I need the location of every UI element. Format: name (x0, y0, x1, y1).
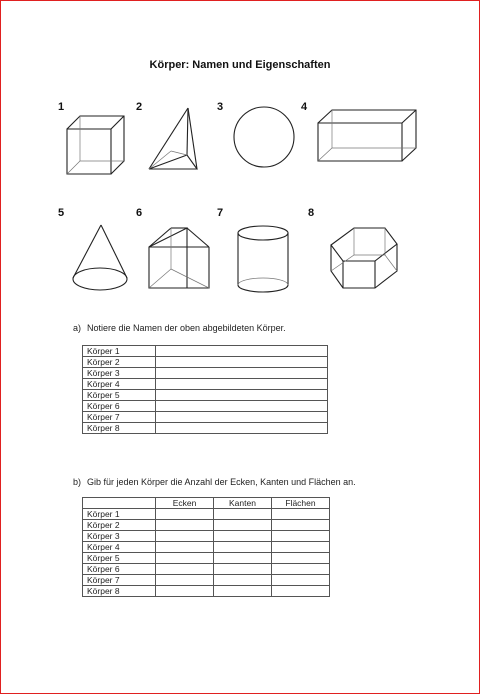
answer-cell[interactable] (156, 346, 328, 357)
shape-number-8: 8 (308, 207, 315, 219)
table-row: Körper 5 (83, 390, 328, 401)
answer-cell[interactable] (156, 423, 328, 434)
header-kanten: Kanten (214, 498, 272, 509)
shape-number-7: 7 (217, 207, 224, 219)
table-row: Körper 8 (83, 586, 330, 597)
answer-cell[interactable] (156, 412, 328, 423)
prism-figure (149, 228, 209, 288)
task-a-instruction (73, 323, 286, 333)
header-ecken: Ecken (156, 498, 214, 509)
table-row: Körper 1 (83, 346, 328, 357)
table-row: Körper 3 (83, 368, 328, 379)
sphere-figure (234, 107, 294, 167)
task-a-label: a) (73, 323, 82, 333)
hexagonal-prism-figure (331, 228, 397, 288)
properties-table (82, 497, 330, 597)
answer-cell[interactable] (156, 357, 328, 368)
shape-number-1: 1 (58, 101, 65, 113)
table-row: Körper 3 (83, 531, 330, 542)
shape-number-4: 4 (301, 101, 308, 113)
shape-number-6: 6 (136, 207, 143, 219)
answer-cell[interactable] (156, 379, 328, 390)
cylinder-figure (238, 226, 288, 292)
names-table (82, 345, 328, 434)
table-row: Körper 5 (83, 553, 330, 564)
shape-number-2: 2 (136, 101, 143, 113)
cuboid-figure (318, 110, 416, 161)
answer-cell[interactable] (156, 390, 328, 401)
table-row: Körper 2 (83, 357, 328, 368)
task-b-instruction (73, 477, 356, 487)
pyramid-figure (149, 108, 197, 169)
table-row: Körper 2 (83, 520, 330, 531)
task-b-label: b) (73, 477, 82, 487)
table-row: Körper 8 (83, 423, 328, 434)
task-a-text: Notiere die Namen der oben abgebildeten Körper. (87, 323, 286, 333)
table-header-row (83, 498, 330, 509)
shape-number-5: 5 (58, 207, 65, 219)
page-title: Körper: Namen und Eigenschaften (149, 59, 331, 71)
table-row: Körper 6 (83, 564, 330, 575)
table-row: Körper 7 (83, 575, 330, 586)
cube-figure (67, 116, 124, 174)
table-row: Körper 4 (83, 379, 328, 390)
answer-cell[interactable] (156, 401, 328, 412)
table-row: Körper 7 (83, 412, 328, 423)
solid-figures (1, 1, 479, 301)
table-row: Körper 4 (83, 542, 330, 553)
cone-figure (73, 225, 127, 290)
table-row: Körper 1 (83, 509, 330, 520)
header-flaechen: Flächen (272, 498, 330, 509)
shape-number-3: 3 (217, 101, 224, 113)
task-b-text: Gib für jeden Körper die Anzahl der Ecken, Kanten und Flächen an. (87, 477, 356, 487)
table-row: Körper 6 (83, 401, 328, 412)
answer-cell[interactable] (156, 368, 328, 379)
